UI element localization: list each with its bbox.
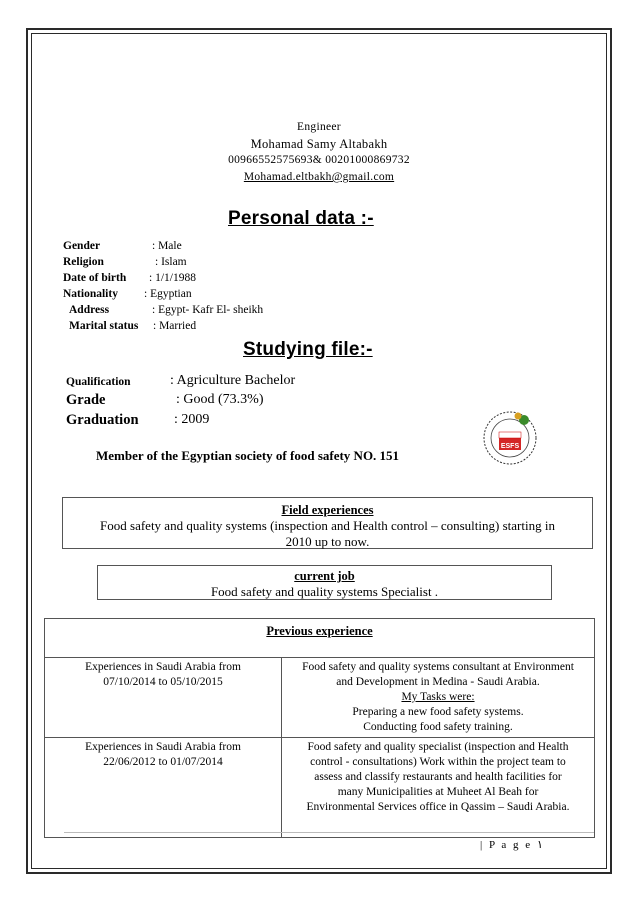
studying-file-heading: Studying file:- (243, 339, 373, 360)
period-dates: 22/06/2012 to 01/07/2014 (103, 756, 223, 768)
esfs-logo (474, 402, 554, 468)
current-job-heading: current job (294, 569, 355, 583)
email-link[interactable]: Mohamad.eltbakh@gmail.com (243, 171, 395, 183)
description-line: Food safety and quality systems consultant at Environment (302, 661, 574, 673)
current-job-text: Food safety and quality systems Specialist . (210, 584, 439, 599)
description-line: and Development in Medina - Saudi Arabia. (336, 676, 540, 688)
experience-description-cell (282, 658, 595, 738)
period-line: Experiences in Saudi Arabia from (85, 741, 241, 753)
task-item: Preparing a new food safety systems. (352, 706, 524, 718)
personal-data-heading: Personal data :- (228, 208, 374, 229)
membership-text: Member of the Egyptian society of food safety NO. 151 (96, 448, 400, 463)
table-row (45, 738, 595, 838)
address-value: : Egypt- Kafr El- sheikh (152, 304, 264, 316)
field-experiences-box (62, 497, 593, 549)
period-line: Experiences in Saudi Arabia from (85, 661, 241, 673)
tasks-heading: My Tasks were: (401, 691, 475, 703)
description-line: assess and classify restaurants and health facilities for (314, 771, 562, 783)
dob-value: : 1/1/1988 (149, 272, 196, 284)
marital-label: Marital status (69, 320, 139, 332)
current-job-box (97, 565, 552, 600)
period-dates: 07/10/2014 to 05/10/2015 (103, 676, 223, 688)
previous-experience-table (44, 618, 595, 838)
qualification-label: Qualification (66, 376, 131, 388)
description-line: control - consultations) Work within the project team to (310, 756, 566, 768)
page-number: | P a g e ١ (480, 839, 543, 851)
graduation-label: Graduation (66, 412, 139, 428)
experience-description-cell (282, 738, 595, 838)
religion-label: Religion (63, 256, 104, 268)
previous-experience-heading: Previous experience (45, 619, 595, 658)
experience-period-cell (45, 738, 282, 838)
dob-label: Date of birth (63, 272, 127, 284)
field-experiences-line2: 2010 up to now. (285, 534, 370, 549)
nationality-label: Nationality (63, 288, 118, 300)
gender-value: : Male (152, 240, 182, 252)
marital-value: : Married (153, 320, 197, 332)
gender-label: Gender (63, 240, 101, 252)
job-title: Engineer (297, 121, 341, 133)
experience-period-cell (45, 658, 282, 738)
field-experiences-heading: Field experiences (281, 503, 374, 517)
logo-text: ESFS (500, 443, 520, 450)
table-row (45, 658, 595, 738)
task-item: Conducting food safety training. (363, 721, 513, 733)
description-line: Food safety and quality specialist (inspection and Health (307, 741, 569, 753)
footer-divider (64, 832, 594, 833)
graduation-value: : 2009 (174, 412, 210, 427)
religion-value: : Islam (155, 256, 187, 268)
description-line: many Municipalities at Muheet Al Beah for (337, 786, 539, 798)
description-line: Environmental Services office in Qassim – Saudi Arabia. (306, 801, 570, 813)
phone-numbers: 00966552575693& 00201000869732 (228, 154, 410, 166)
grade-value: : Good (73.3%) (176, 392, 264, 407)
address-label: Address (69, 304, 110, 316)
qualification-value: : Agriculture Bachelor (170, 373, 296, 388)
field-experiences-line1: Food safety and quality systems (inspection and Health control – consulting) starting in (100, 518, 555, 533)
grade-label: Grade (66, 392, 106, 408)
person-name: Mohamad Samy Altabakh (250, 137, 388, 151)
nationality-value: : Egyptian (144, 288, 192, 300)
